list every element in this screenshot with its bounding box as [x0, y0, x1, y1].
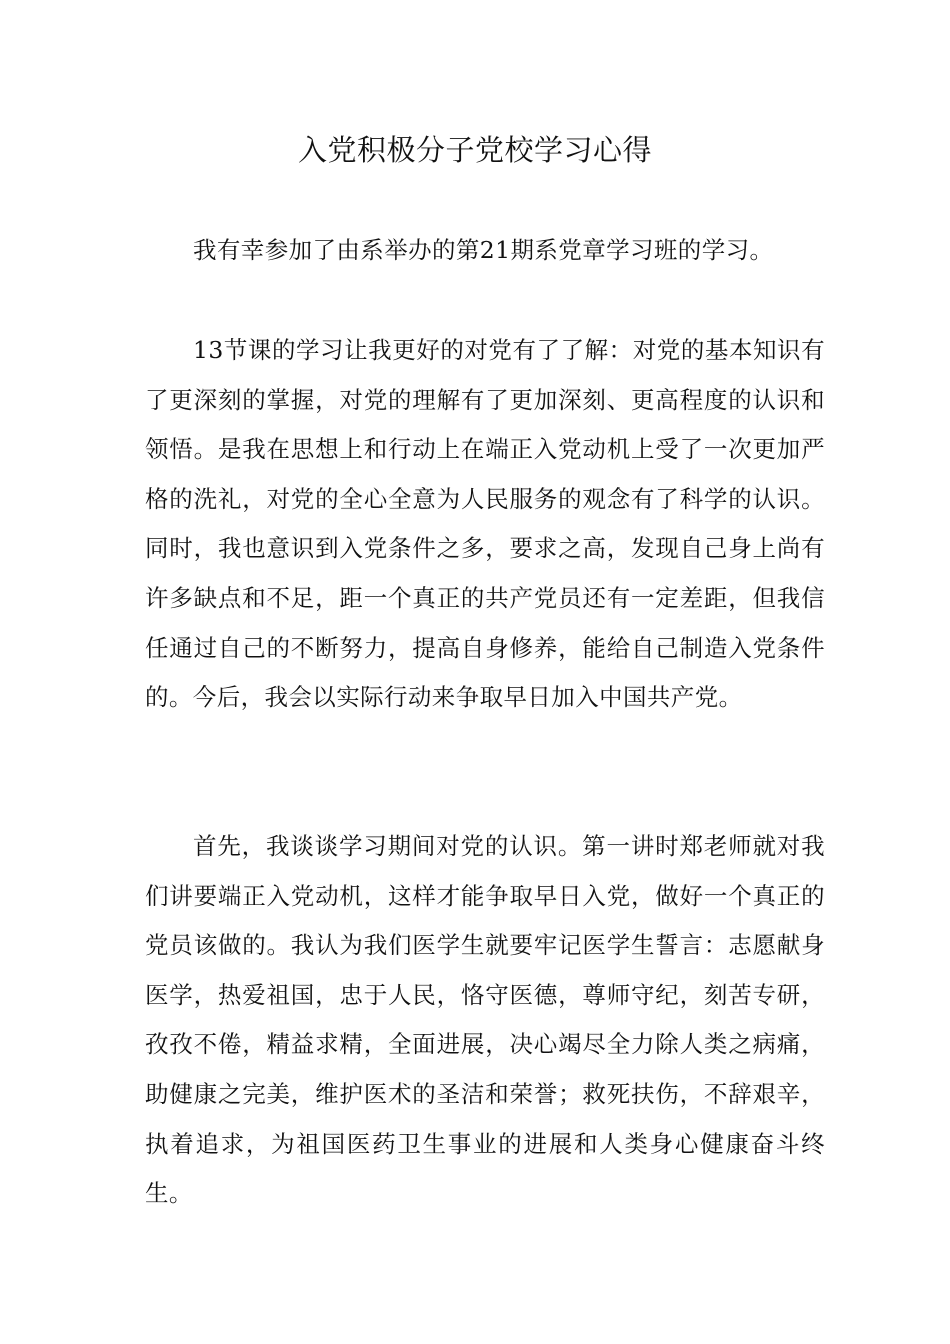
paragraph-party-understanding: 首先，我谈谈学习期间对党的认识。第一讲时郑老师就对我们讲要端正入党动机，这样才能争取早日入党，做好一个真正的党员该做的。我认为我们医学生就要牢记医学生誓言：志愿献身医学，热爱祖国，忠于人民，恪守医德，尊师守纪，刻苦专研，孜孜不倦，精益求精，全面进展，决心竭尽全力除人类之病痛，助健康之完美，维护医术的圣洁和荣誉；救死扶伤，不辞艰辛，执着追求，为祖国医药卫生事业的进展和人类身心健康奋斗终生。: [145, 832, 825, 1208]
paragraph-course-reflection: 13节课的学习让我更好的对党有了了解：对党的基本知识有了更深刻的掌握，对党的理解有了更加深刻、更高程度的认识和领悟。是我在思想上和行动上在端正入党动机上受了一次更加严格的洗礼，对党的全心全意为人民服务的观念有了科学的认识。同时，我也意识到入党条件之多，要求之高，发现自己身上尚有许多缺点和不足，距一个真正的共产党员还有一定差距，但我信任通过自己的不断努力，提高自身修养，能给自己制造入党条件的。今后，我会以实际行动来争取早日加入中国共产党。: [145, 336, 825, 712]
document-title: 入党积极分子党校学习心得: [297, 133, 652, 167]
paragraph-intro: 我有幸参加了由系举办的第21期系党章学习班的学习。: [193, 236, 774, 264]
